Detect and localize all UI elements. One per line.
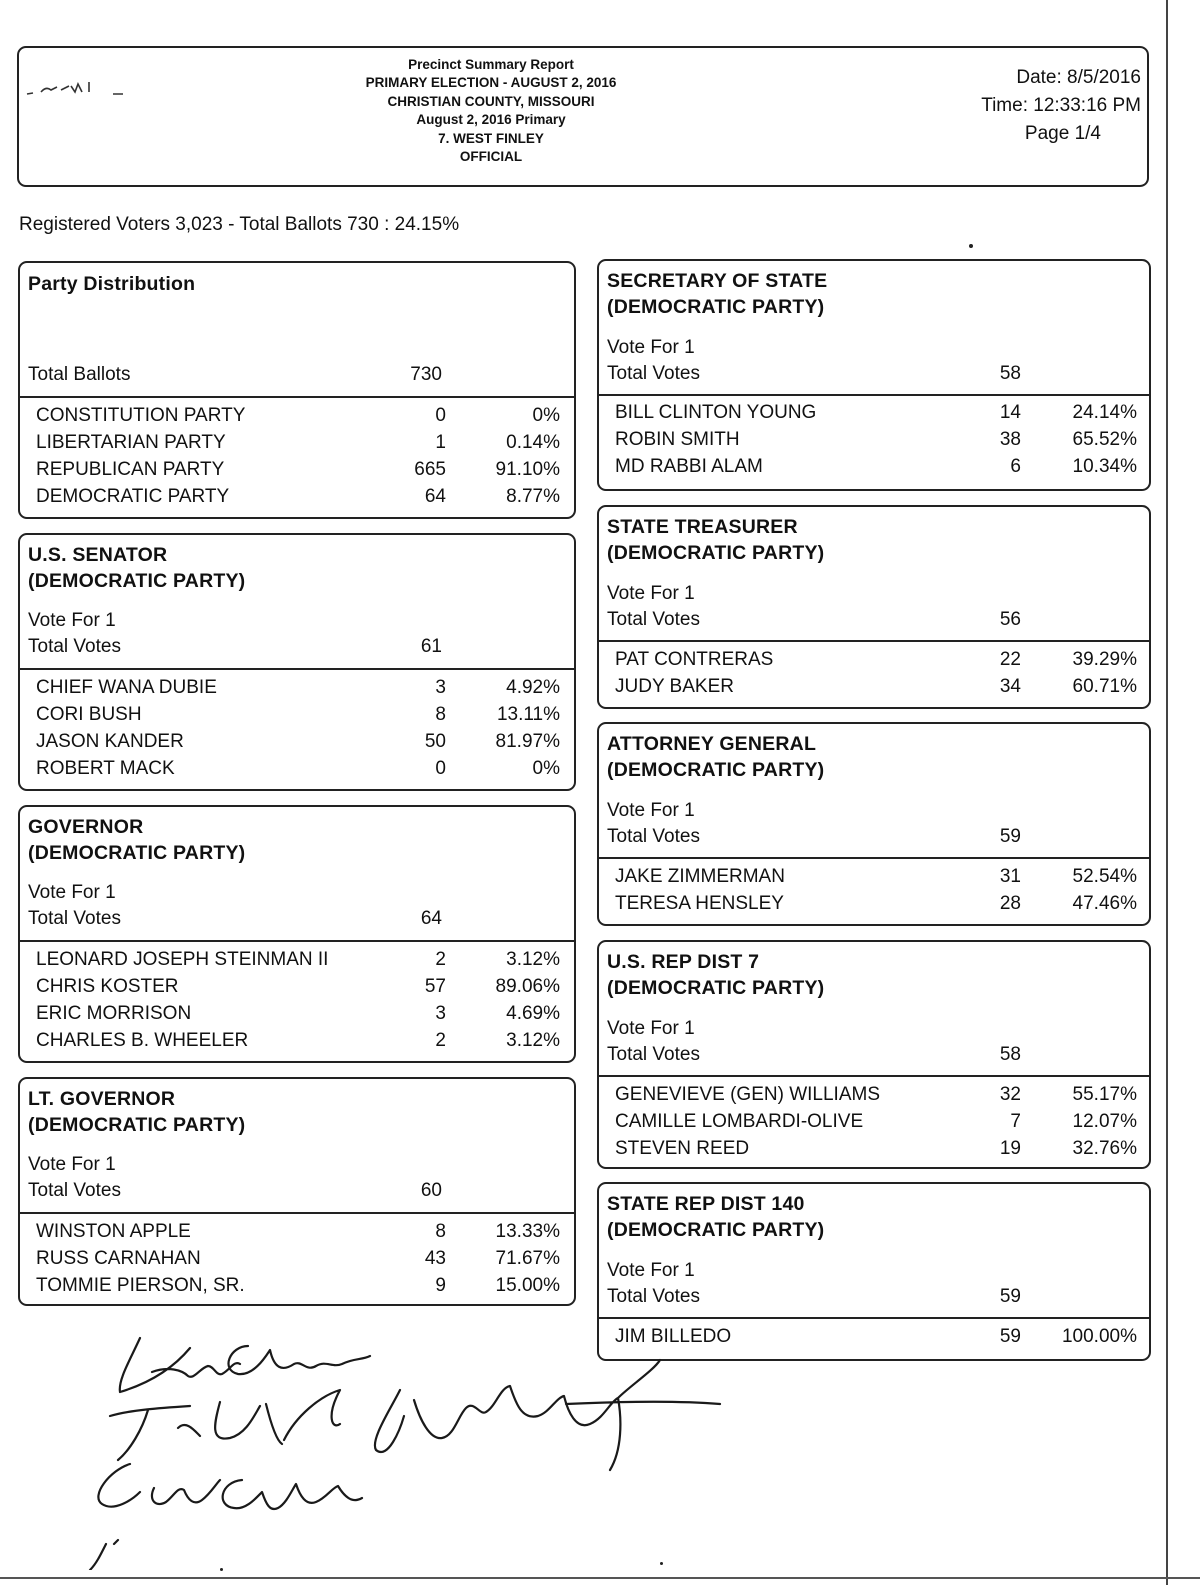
candidate-percent: 71.67% — [495, 1248, 560, 1269]
candidate-percent: 89.06% — [495, 976, 560, 997]
race-panel-attorney-general — [597, 722, 1151, 926]
candidate-name: BILL CLINTON YOUNG — [615, 402, 817, 423]
candidate-votes: 38 — [999, 429, 1021, 450]
report-title: Precinct Summary Report — [408, 57, 574, 72]
page-edge-bottom — [0, 1577, 1200, 1579]
candidate-name: RUSS CARNAHAN — [36, 1248, 201, 1269]
table-row — [20, 728, 574, 755]
candidate-percent: 100.00% — [1061, 1326, 1137, 1347]
race-title: SECRETARY OF STATE — [607, 270, 828, 292]
candidate-percent: 13.11% — [496, 704, 560, 725]
vote-for: Vote For 1 — [607, 583, 695, 604]
candidate-percent: 39.29% — [1072, 649, 1137, 670]
candidate-percent: 15.00% — [495, 1275, 560, 1296]
table-row — [599, 646, 1149, 673]
total-votes-value: 59 — [999, 826, 1021, 847]
table-row — [599, 453, 1149, 480]
candidate-name: STEVEN REED — [615, 1138, 750, 1159]
candidate-votes: 6 — [1010, 456, 1021, 477]
race-panel-state-treasurer — [597, 505, 1151, 709]
table-row — [20, 429, 574, 456]
candidate-percent: 52.54% — [1072, 866, 1137, 887]
candidate-votes: 57 — [424, 976, 446, 997]
candidate-percent: 12.07% — [1072, 1111, 1137, 1132]
candidate-percent: 3.12% — [506, 1030, 560, 1051]
scan-speck — [969, 244, 973, 248]
candidate-votes: 50 — [424, 731, 446, 752]
candidate-votes: 31 — [999, 866, 1021, 887]
table-row — [20, 701, 574, 728]
candidate-votes: 19 — [999, 1138, 1021, 1159]
signature-3 — [375, 1360, 720, 1470]
table-row — [599, 1135, 1149, 1162]
candidate-percent: 4.92% — [506, 677, 560, 698]
race-party: (DEMOCRATIC PARTY) — [607, 977, 825, 999]
race-party: (DEMOCRATIC PARTY) — [607, 759, 825, 781]
total-votes-value: 61 — [420, 636, 442, 657]
table-row — [20, 1218, 574, 1245]
total-votes-label: Total Votes — [607, 363, 700, 384]
candidate-name: JUDY BAKER — [615, 676, 734, 697]
candidate-percent: 81.97% — [495, 731, 560, 752]
race-party: (DEMOCRATIC PARTY) — [607, 1219, 825, 1241]
candidate-name: WINSTON APPLE — [36, 1221, 191, 1242]
race-title: U.S. SENATOR — [28, 544, 168, 566]
vote-for: Vote For 1 — [28, 610, 116, 631]
total-votes-label: Total Votes — [607, 1286, 700, 1307]
candidate-percent: 60.71% — [1072, 676, 1137, 697]
party-votes: 64 — [424, 486, 446, 507]
party-percent: 0.14% — [506, 432, 560, 453]
candidate-votes: 3 — [435, 1003, 446, 1024]
candidate-votes: 0 — [435, 758, 446, 779]
election-title: PRIMARY ELECTION - AUGUST 2, 2016 — [365, 75, 617, 91]
party-name: REPUBLICAN PARTY — [36, 459, 225, 480]
signature-4 — [98, 1464, 362, 1509]
candidate-percent: 55.17% — [1072, 1084, 1137, 1105]
candidate-votes: 2 — [435, 949, 446, 970]
race-title: GOVERNOR — [28, 816, 144, 838]
table-row — [599, 1108, 1149, 1135]
table-row — [20, 973, 574, 1000]
turnout-summary: Registered Voters 3,023 - Total Ballots 730 : 24.15% — [19, 214, 460, 235]
total-votes-value: 64 — [420, 908, 442, 929]
total-votes-value: 56 — [999, 609, 1021, 630]
candidate-percent: 0% — [532, 758, 560, 779]
vote-for: Vote For 1 — [607, 1260, 695, 1281]
candidate-percent: 4.69% — [506, 1003, 560, 1024]
race-party: (DEMOCRATIC PARTY) — [28, 842, 246, 864]
candidate-name: CHARLES B. WHEELER — [36, 1030, 249, 1051]
candidate-votes: 14 — [999, 402, 1021, 423]
candidate-votes: 8 — [435, 704, 446, 725]
signature-2 — [110, 1390, 340, 1460]
scan-speck — [220, 1568, 223, 1571]
party-name: LIBERTARIAN PARTY — [36, 432, 226, 453]
race-panel-lt-governor — [18, 1077, 576, 1306]
table-row — [20, 1000, 574, 1027]
report-title-block — [319, 56, 663, 166]
table-row — [599, 673, 1149, 700]
race-title: STATE REP DIST 140 — [607, 1193, 805, 1215]
race-party: (DEMOCRATIC PARTY) — [28, 570, 246, 592]
total-votes-value: 58 — [999, 363, 1021, 384]
candidate-percent: 13.33% — [495, 1221, 560, 1242]
election-name: August 2, 2016 Primary — [416, 112, 566, 128]
scan-speck — [660, 1562, 663, 1565]
vote-for: Vote For 1 — [607, 800, 695, 821]
candidate-name: ROBIN SMITH — [615, 429, 740, 450]
candidate-name: GENEVIEVE (GEN) WILLIAMS — [615, 1084, 880, 1105]
race-panel-us-rep-dist-7 — [597, 940, 1151, 1169]
candidate-name: CORI BUSH — [36, 704, 142, 725]
table-row — [599, 399, 1149, 426]
report-meta — [941, 64, 1141, 148]
table-row — [599, 426, 1149, 453]
vote-for: Vote For 1 — [28, 1154, 116, 1175]
race-title: STATE TREASURER — [607, 516, 798, 538]
candidate-votes: 2 — [435, 1030, 446, 1051]
candidate-name: PAT CONTRERAS — [615, 649, 774, 670]
total-ballots-value: 730 — [410, 364, 442, 385]
page-edge-right — [1166, 0, 1168, 1585]
total-votes-label: Total Votes — [607, 1044, 700, 1065]
party-name: DEMOCRATIC PARTY — [36, 486, 230, 507]
race-panel-secretary-of-state — [597, 259, 1151, 491]
total-votes-value: 59 — [999, 1286, 1021, 1307]
candidate-votes: 43 — [424, 1248, 446, 1269]
county-name: CHRISTIAN COUNTY, MISSOURI — [387, 93, 595, 109]
table-row — [20, 1245, 574, 1272]
party-distribution-panel — [18, 261, 576, 519]
candidate-name: JASON KANDER — [36, 731, 184, 752]
candidate-votes: 32 — [999, 1084, 1021, 1105]
total-votes-value: 58 — [999, 1044, 1021, 1065]
table-row — [20, 946, 574, 973]
page-number: Page 1/4 — [1024, 123, 1101, 144]
scan-mark-icon — [25, 68, 135, 108]
panel-title: Party Distribution — [28, 273, 196, 295]
race-party: (DEMOCRATIC PARTY) — [28, 1114, 246, 1136]
total-votes-label: Total Votes — [28, 908, 121, 929]
handwritten-signatures — [70, 1320, 750, 1570]
candidate-votes: 3 — [435, 677, 446, 698]
total-votes-label: Total Votes — [607, 609, 700, 630]
candidate-name: TERESA HENSLEY — [615, 893, 784, 914]
candidate-name: JIM BILLEDO — [615, 1326, 732, 1347]
table-row — [599, 890, 1149, 917]
total-votes-label: Total Votes — [28, 636, 121, 657]
party-votes: 665 — [414, 459, 446, 480]
total-votes-label: Total Votes — [28, 1180, 121, 1201]
candidate-votes: 34 — [999, 676, 1021, 697]
table-row — [20, 456, 574, 483]
candidate-name: ERIC MORRISON — [36, 1003, 192, 1024]
race-party: (DEMOCRATIC PARTY) — [607, 542, 825, 564]
total-votes-value: 60 — [420, 1180, 442, 1201]
race-title: ATTORNEY GENERAL — [607, 733, 817, 755]
report-header — [17, 46, 1149, 187]
candidate-percent: 65.52% — [1072, 429, 1137, 450]
candidate-votes: 59 — [999, 1326, 1021, 1347]
candidate-percent: 3.12% — [506, 949, 560, 970]
table-row — [20, 402, 574, 429]
candidate-votes: 22 — [999, 649, 1021, 670]
table-row — [20, 674, 574, 701]
race-title: U.S. REP DIST 7 — [607, 951, 760, 973]
vote-for: Vote For 1 — [607, 337, 695, 358]
table-row — [599, 1081, 1149, 1108]
party-percent: 91.10% — [495, 459, 560, 480]
candidate-votes: 28 — [999, 893, 1021, 914]
party-percent: 8.77% — [506, 486, 560, 507]
candidate-name: ROBERT MACK — [36, 758, 175, 779]
report-time: Time: 12:33:16 PM — [981, 95, 1141, 116]
table-row — [20, 1027, 574, 1054]
table-row — [599, 863, 1149, 890]
race-party: (DEMOCRATIC PARTY) — [607, 296, 825, 318]
candidate-name: MD RABBI ALAM — [615, 456, 763, 477]
race-title: LT. GOVERNOR — [28, 1088, 176, 1110]
vote-for: Vote For 1 — [607, 1018, 695, 1039]
candidate-votes: 8 — [435, 1221, 446, 1242]
candidate-name: TOMMIE PIERSON, SR. — [36, 1275, 245, 1296]
total-votes-label: Total Votes — [607, 826, 700, 847]
candidate-name: CHIEF WANA DUBIE — [36, 677, 217, 698]
vote-for: Vote For 1 — [28, 882, 116, 903]
candidate-percent: 24.14% — [1072, 402, 1137, 423]
candidate-percent: 10.34% — [1072, 456, 1137, 477]
report-date: Date: 8/5/2016 — [1016, 67, 1141, 88]
signature-1 — [120, 1338, 370, 1392]
race-panel-us-senator — [18, 533, 576, 791]
precinct-name: 7. WEST FINLEY — [438, 130, 544, 146]
candidate-percent: 47.46% — [1072, 893, 1137, 914]
candidate-votes: 7 — [1010, 1111, 1021, 1132]
party-name: CONSTITUTION PARTY — [36, 405, 246, 426]
party-percent: 0% — [532, 405, 560, 426]
table-row — [20, 1272, 574, 1299]
total-ballots-label: Total Ballots — [28, 364, 131, 385]
candidate-name: JAKE ZIMMERMAN — [615, 866, 785, 887]
candidate-name: LEONARD JOSEPH STEINMAN II — [36, 949, 329, 970]
candidate-name: CAMILLE LOMBARDI-OLIVE — [615, 1111, 864, 1132]
candidate-percent: 32.76% — [1072, 1138, 1137, 1159]
party-votes: 1 — [435, 432, 446, 453]
race-panel-governor — [18, 805, 576, 1063]
table-row — [20, 755, 574, 782]
candidate-name: CHRIS KOSTER — [36, 976, 179, 997]
party-votes: 0 — [435, 405, 446, 426]
report-status: OFFICIAL — [459, 149, 523, 165]
candidate-votes: 9 — [435, 1275, 446, 1296]
table-row — [20, 483, 574, 510]
